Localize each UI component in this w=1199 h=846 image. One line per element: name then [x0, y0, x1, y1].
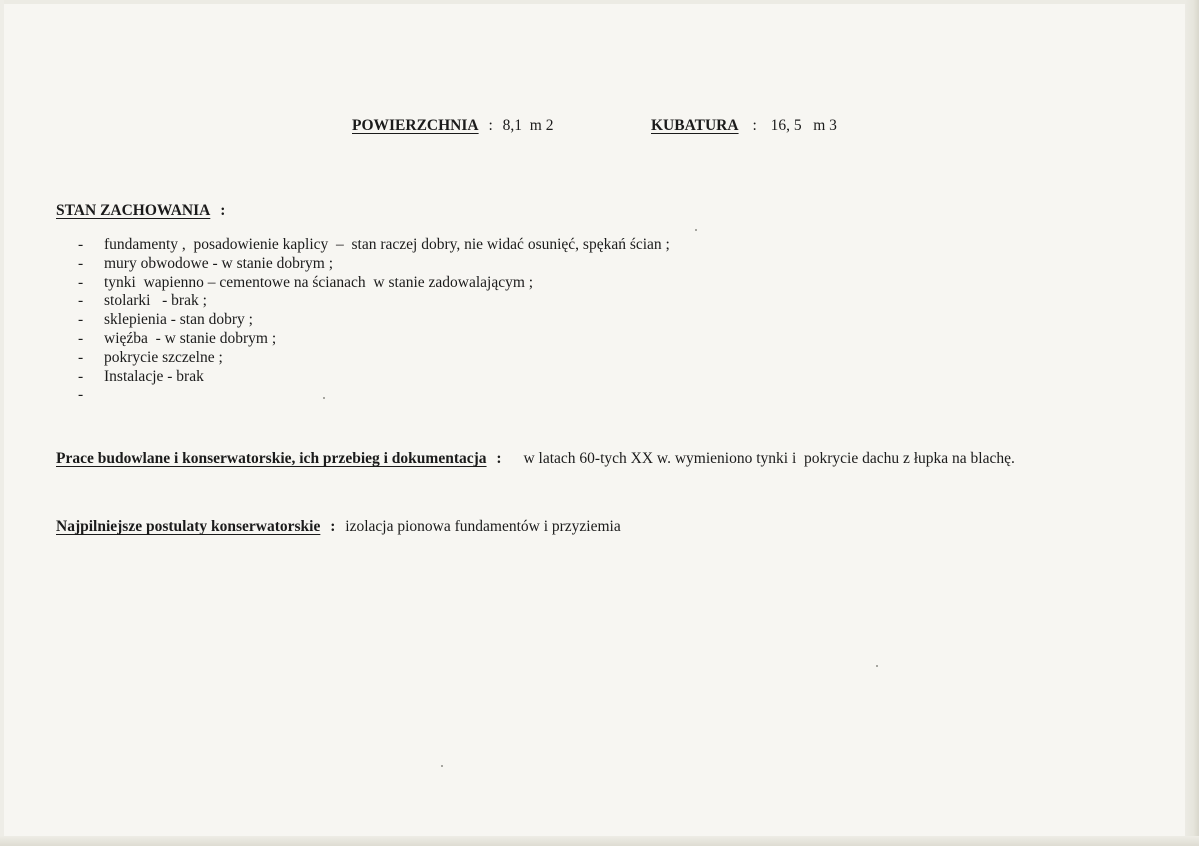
- list-item-text: mury obwodowe - w stanie dobrym ;: [104, 254, 334, 272]
- list-bullet: -: [78, 273, 84, 291]
- paper-top-edge: [0, 0, 1199, 4]
- list-item-text: fundamenty , posadowienie kaplicy – stan raczej dobry, nie widać osunięć, spękań ścian ;: [104, 236, 670, 253]
- list-item: [78, 311, 670, 330]
- condition-heading-label: STAN ZACHOWANIA: [56, 202, 211, 219]
- postulates-separator: :: [330, 518, 336, 535]
- condition-heading-separator: :: [220, 202, 226, 219]
- list-bullet: -: [78, 311, 84, 329]
- list-bullet: -: [78, 236, 84, 253]
- list-item-text: pokrycie szczelne ;: [104, 348, 223, 366]
- condition-list: [78, 236, 670, 405]
- scan-speck: [323, 397, 325, 399]
- works-value: w latach 60-tych XX w. wymieniono tynki i pokrycie dachu z łupka na blachę.: [523, 450, 1015, 467]
- scan-speck: [876, 665, 878, 667]
- list-bullet: -: [78, 329, 84, 347]
- list-item: [78, 255, 670, 274]
- list-item: [78, 274, 670, 293]
- area-line: [352, 117, 553, 135]
- list-item-text: stolarki - brak ;: [104, 292, 207, 310]
- works-line: [56, 450, 1015, 468]
- list-item-text: tynki wapienno – cementowe na ścianach w stanie zadowalającym ;: [104, 273, 534, 291]
- paper-bottom-edge: [0, 836, 1199, 846]
- paper-right-edge: [1185, 0, 1199, 846]
- scan-speck: [695, 229, 697, 231]
- list-item: [78, 386, 670, 405]
- volume-value: 16, 5 m 3: [770, 117, 837, 134]
- volume-separator: :: [752, 117, 757, 134]
- list-item: [78, 236, 670, 255]
- list-bullet: -: [78, 348, 84, 366]
- list-bullet: -: [78, 254, 84, 272]
- works-label: Prace budowlane i konserwatorskie, ich przebieg i dokumentacja: [56, 450, 487, 467]
- list-item-text: więźba - w stanie dobrym ;: [104, 329, 277, 347]
- paper-left-edge: [0, 0, 4, 846]
- condition-heading: [56, 202, 225, 220]
- postulates-line: [56, 518, 621, 536]
- list-bullet: -: [78, 367, 84, 385]
- list-item: [78, 292, 670, 311]
- volume-label: KUBATURA: [651, 117, 739, 134]
- postulates-label: Najpilniejsze postulaty konserwatorskie: [56, 518, 321, 535]
- list-item-text: Instalacje - brak: [104, 367, 204, 385]
- works-separator: :: [496, 450, 502, 467]
- postulates-value: izolacja pionowa fundamentów i przyziemia: [345, 518, 621, 535]
- list-bullet: -: [78, 386, 84, 404]
- volume-line: [651, 117, 837, 135]
- list-bullet: -: [78, 292, 84, 310]
- list-item-text: sklepienia - stan dobry ;: [104, 311, 253, 329]
- list-item: [78, 368, 670, 387]
- area-separator: :: [488, 117, 493, 134]
- scan-speck: [441, 765, 443, 767]
- list-item: [78, 349, 670, 368]
- area-value: 8,1 m 2: [502, 117, 554, 134]
- area-label: POWIERZCHNIA: [352, 117, 479, 134]
- list-item: [78, 330, 670, 349]
